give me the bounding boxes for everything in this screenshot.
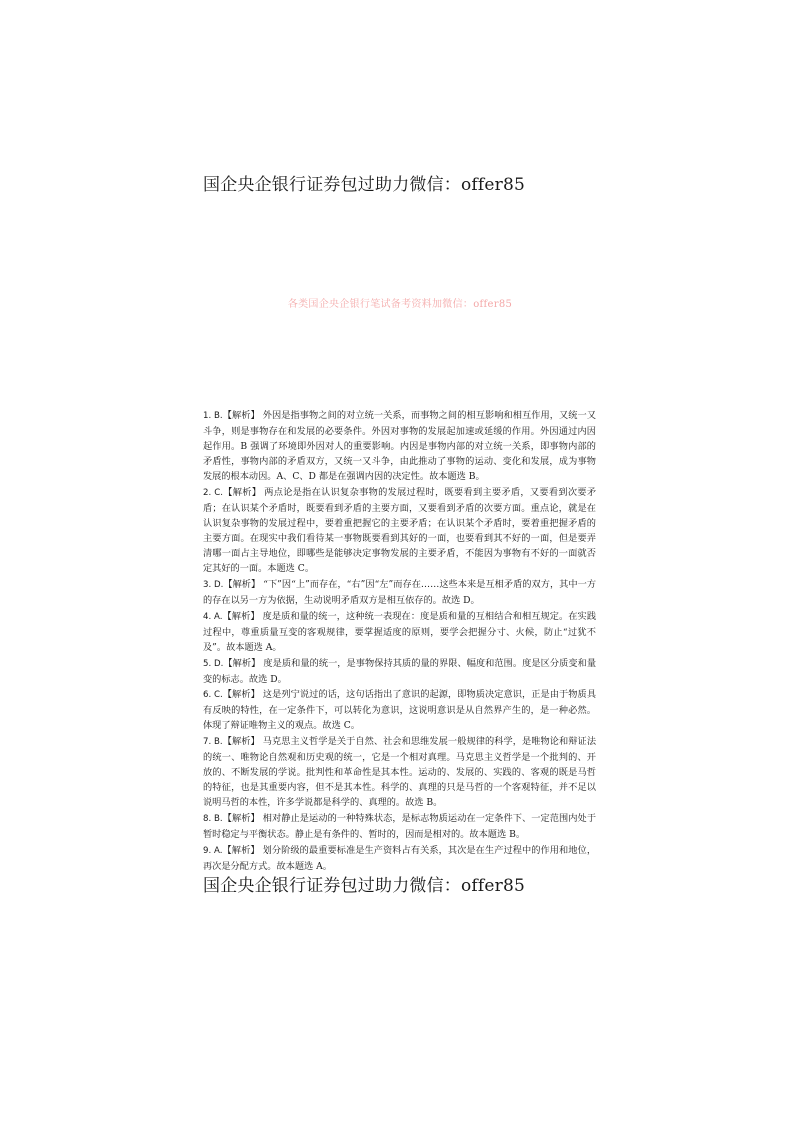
answer-item: [203, 843, 596, 874]
answer-item: [203, 577, 596, 608]
answer-text: 划分阶级的最重要标准是生产资料占有关系，其次是在生产过程中的作用和地位，再次是分配方式。故本题选 A。: [203, 844, 597, 872]
answer-label: 7. B.: [203, 736, 223, 747]
answer-text: 度是质和量的统一，这种统一表现在：度是质和量的互相结合和相互规定。在实践过程中，尊重质量互变的客观规律，要掌握适度的原则，要学会把握分寸、火候，防止“过犹不及”。故本题选 A。: [203, 610, 597, 653]
analysis-tag: 【解析】: [223, 657, 261, 669]
header-promo-text: 国企央企银行证券包过助力微信：offer85: [203, 175, 526, 195]
answer-text: 外因是指事物之间的对立统一关系，而事物之间的相互影响和相互作用，又统一又斗争，则是事物存在和发展的必要条件。外因对事物的发展起加速或延缓的作用。外因通过内因起作用。B 强调了环境即外因对人的重要影响。内因是事物内部的对立统一关系，即事物内部的矛盾性，事物内部的矛盾双方，又统一又斗争，由此推动了事物的运动、变化和发展，成为事物发展的根本动因。A、C、D 都是在强调内因的决定性。故本题选 B。: [203, 410, 597, 483]
answer-text: “下”因“上”而存在，“右”因“左”而存在……这些本来是互相矛盾的双方，其中一方的存在以另一方为依据，生动说明矛盾双方是相互依存的。故选 D。: [203, 579, 597, 607]
answer-item: [203, 656, 596, 687]
analysis-tag: 【解析】: [222, 486, 262, 498]
analysis-tag: 【解析】: [222, 844, 260, 856]
answer-item: [203, 734, 596, 810]
answer-item: [203, 408, 596, 484]
answer-text: 马克思主义哲学是关于自然、社会和思维发展一般规律的科学，是唯物论和辩证法的统一、唯物论自然观和历史观的统一，它是一个相对真理。马克思主义哲学是一个批判的、开放的、不断发展的学说。批判性和革命性是其本性。运动的、发展的、实践的、客观的既是马哲的特征，也是其重要内容，但不是其本性。科学的、真理的只是马哲的一个客观特征，并不足以说明马哲的本性，许多学说都是科学的、真理的。故选 B。: [203, 735, 597, 809]
answer-item: [203, 811, 596, 842]
answer-text: 这是列宁说过的话，这句话指出了意识的起源，即物质决定意识，正是由于物质具有反映的特性，在一定条件下，可以转化为意识，这说明意识是从自然界产生的，是一种必然。体现了辩证唯物主义的观点。故选 C。: [203, 689, 597, 732]
answer-label: 1. B.: [203, 411, 223, 421]
answer-label: 3. D.: [203, 580, 224, 591]
answer-label: 8. B.: [203, 813, 223, 824]
analysis-tag: 【解析】: [222, 812, 260, 824]
answer-label: 6. C.: [203, 690, 223, 701]
answer-text: 两点论是指在认识复杂事物的发展过程时，既要看到主要矛盾，又要看到次要矛盾；在认识某个矛盾时，既要看到矛盾的主要方面，又要看到矛盾的次要方面。重点论，就是在认识复杂事物的发展过程中，要着重把握它的主要矛盾；在认识某个矛盾时，要着重把握矛盾的主要方面。在现实中我们看待某一事物既要看到其好的一面，也要看到其不好的一面，但是要弄清哪一面占主导地位，即哪些是能够决定事物发展的主要矛盾，不能因为事物有不好的一面就否定其好的一面。本题选 C。: [203, 486, 597, 575]
answer-label: 9. A.: [203, 845, 223, 856]
analysis-tag: 【解析】: [223, 579, 261, 591]
answer-item: [203, 687, 596, 733]
analysis-tag: 【解析】: [222, 735, 260, 747]
analysis-tag: 【解析】: [222, 689, 260, 701]
answer-label: 4. A.: [203, 611, 223, 622]
analysis-tag: 【解析】: [222, 610, 260, 622]
answer-text: 度是质和量的统一，是事物保持其质的量的界限、幅度和范围。度是区分质变和量变的标志。故选 D。: [203, 657, 597, 685]
answer-label: 2. C.: [203, 487, 223, 498]
answer-item: [203, 485, 596, 577]
analysis-tag: 【解析】: [222, 410, 260, 421]
watermark-text: 各类国企央企银行笔试备考资料加微信：offer85: [287, 299, 513, 310]
footer-promo-text: 国企央企银行证券包过助力微信：offer85: [203, 876, 526, 896]
answer-item: [203, 609, 596, 655]
answer-list: [203, 408, 596, 874]
answer-label: 5. D.: [203, 658, 224, 669]
answer-text: 相对静止是运动的一种特殊状态，是标志物质运动在一定条件下、一定范围内处于暂时稳定与平衡状态。静止是有条件的、暂时的，因而是相对的。故本题选 B。: [203, 812, 597, 841]
